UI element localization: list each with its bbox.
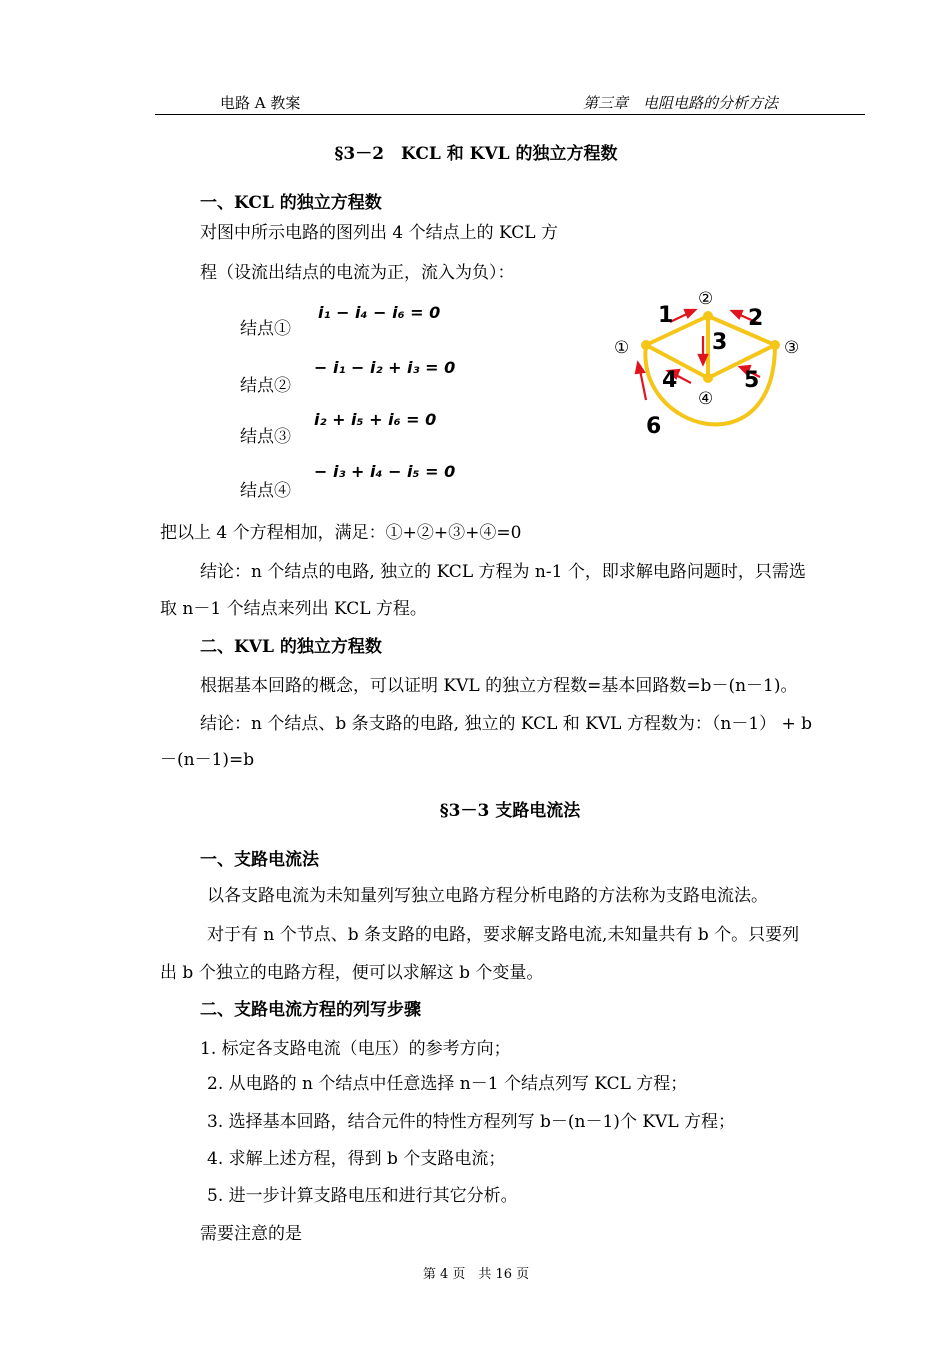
node-1-dot [641,340,651,350]
node-3-dot [770,340,780,350]
step-3: 3. 选择基本回路，结合元件的特性方程列写 b－(n－1)个 KVL 方程； [207,1112,736,1132]
branch-label-1: 1 [658,303,674,328]
arrow-6 [636,363,644,373]
eq-node-2: − i₁ − i₂ + i₃ = 0 [314,358,456,377]
branch-1-edge [646,316,708,345]
step-4: 4. 求解上述方程，得到 b 个支路电流； [207,1149,506,1169]
heading-branch-method: 一、支路电流法 [200,850,319,870]
branch-label-6: 6 [646,414,662,439]
branch-label-3: 3 [712,330,728,355]
branch-method-p2a: 对于有 n 个节点、b 条支路的电路，要求解支路电流,未知量共有 b 个。只要列 [207,925,800,945]
arrow-1 [685,310,695,317]
branch-method-p2b: 出 b 个独立的电路方程，便可以求解这 b 个变量。 [160,963,544,983]
node-label-1: ① [614,338,630,358]
kcl-intro-2: 程（设流出结点的电流为正，流入为负）： [200,263,515,283]
node-label-2: ② [698,289,714,309]
note-line: 需要注意的是 [200,1224,302,1244]
branch-label-5: 5 [744,368,760,393]
header-right: 第三章 电阻电路的分析方法 [583,94,779,112]
header-left: 电路 A 教案 [220,94,301,112]
kvl-conclusion-2: －(n－1)=b [160,750,255,770]
circuit-graph [600,280,830,450]
kcl-conclusion-1: 结论：n 个结点的电路, 独立的 KCL 方程为 n-1 个，即求解电路问题时，只需选 [200,562,806,582]
eq-label-node-4: 结点④ [240,481,291,501]
heading-kvl: 二、KVL 的独立方程数 [200,637,382,657]
kcl-intro-1: 对图中所示电路的图列出 4 个结点上的 KCL 方 [200,223,558,243]
branch-method-p1: 以各支路电流为未知量列写独立电路方程分析电路的方法称为支路电流法。 [207,886,768,906]
page-footer: 第 4 页 共 16 页 [422,1267,530,1282]
branch-label-4: 4 [662,368,678,393]
eq-label-node-1: 结点① [240,319,291,339]
node-4-dot [703,373,713,383]
step-2: 2. 从电路的 n 个结点中任意选择 n－1 个结点列写 KCL 方程； [207,1074,688,1094]
node-label-3: ③ [784,338,800,358]
node-label-4: ④ [698,389,714,409]
step-5: 5. 进一步计算支路电压和进行其它分析。 [207,1186,518,1206]
branch-label-2: 2 [748,306,764,331]
arrow-3 [699,355,707,364]
eq-node-1: i₁ − i₄ − i₆ = 0 [318,303,441,322]
eq-label-node-3: 结点③ [240,427,291,447]
heading-steps: 二、支路电流方程的列写步骤 [200,1000,421,1020]
header-rule [155,114,865,115]
eq-label-node-2: 结点② [240,376,291,396]
eq-node-3: i₂ + i₅ + i₆ = 0 [314,410,437,429]
arrow-2 [732,311,742,318]
heading-kcl: 一、KCL 的独立方程数 [200,193,382,213]
kvl-conclusion-1: 结论：n 个结点、b 条支路的电路, 独立的 KCL 和 KVL 方程数为：（n－1） + b [200,714,813,734]
node-2-dot [703,311,713,321]
section-title-3-3: §3－3 支路电流法 [439,801,581,821]
sum-line: 把以上 4 个方程相加，满足：①+②+③+④=0 [160,523,522,543]
step-1: 1. 标定各支路电流（电压）的参考方向； [200,1039,511,1059]
section-title-3-2: §3－2 KCL 和 KVL 的独立方程数 [334,144,618,164]
eq-node-4: − i₃ + i₄ − i₅ = 0 [314,462,456,481]
kcl-conclusion-2: 取 n－1 个结点来列出 KCL 方程。 [160,599,427,619]
kvl-paragraph: 根据基本回路的概念，可以证明 KVL 的独立方程数=基本回路数=b－(n－1)。 [200,676,798,696]
